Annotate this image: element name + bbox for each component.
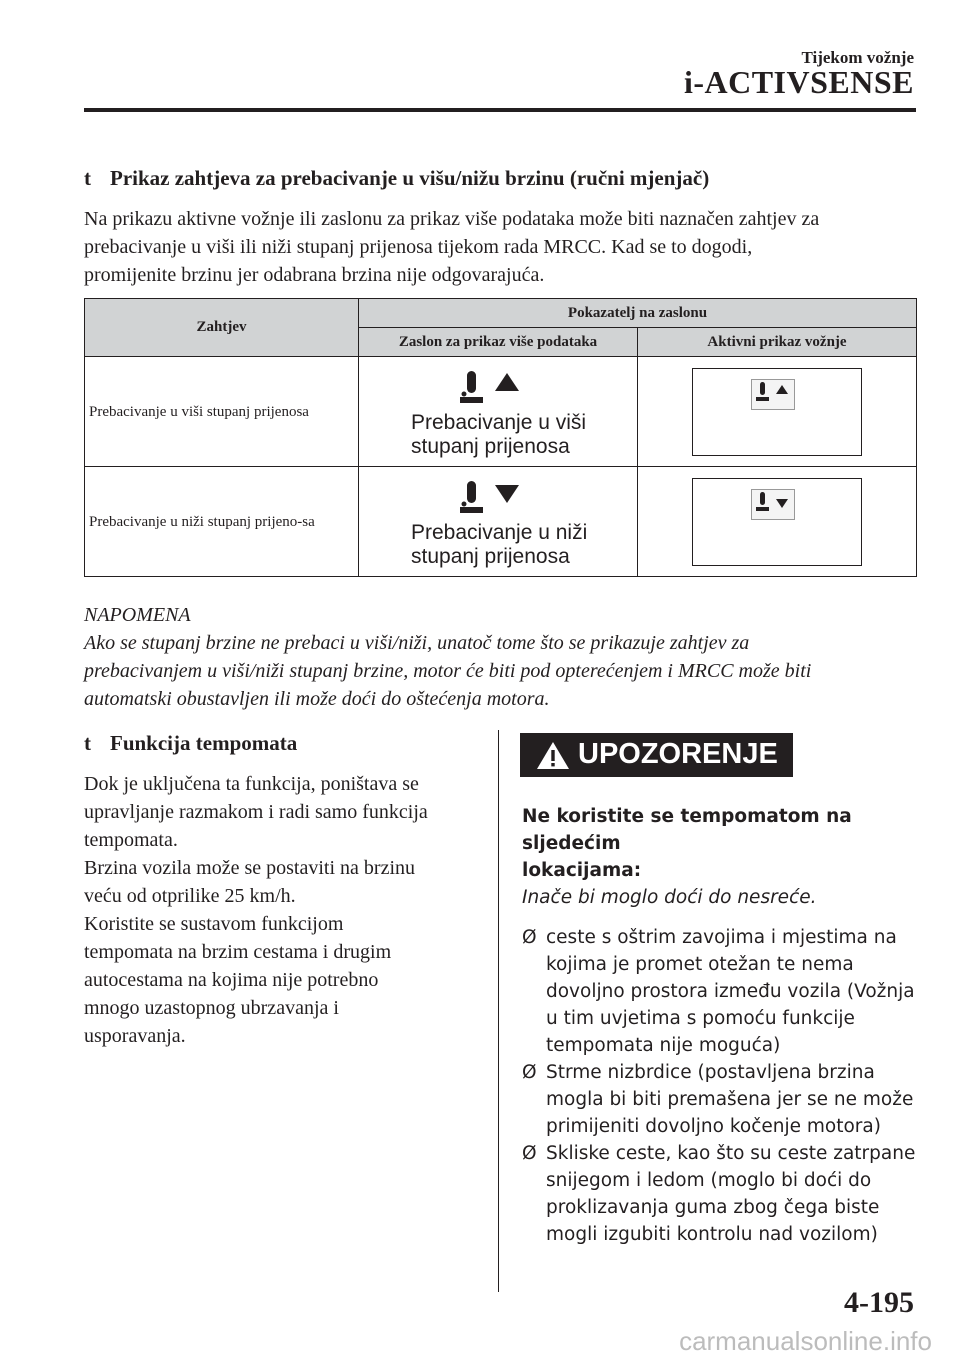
body-line: usporavanja.	[84, 1025, 186, 1047]
header-indicator: Pokazatelj na zaslonu	[359, 299, 917, 328]
warning-bullet	[522, 1140, 922, 1248]
body-line: prebacivanje u viši ili niži stupanj prijenosa tijekom rada MRCC. Kad se to dogodi,	[84, 236, 753, 258]
multi-display-cell	[359, 357, 638, 467]
request-cell: Prebacivanje u viši stupanj prijenosa	[85, 357, 359, 467]
shift-down-mini-icons	[751, 489, 795, 520]
warning-bullet	[522, 924, 922, 1059]
bullet-arrow-icon: Ø	[522, 927, 537, 948]
table-header-row	[85, 299, 917, 328]
body-line: promijenite brzinu jer odabrana brzina nije odgovarajuća.	[84, 264, 545, 286]
bullet-line: u tim uvjetima s pomoću funkcije	[546, 1008, 855, 1029]
bullet-line: mogla bi biti premašena jer se ne može	[546, 1089, 914, 1110]
bullet-line: tempomata nije moguća)	[546, 1035, 781, 1056]
table-row	[85, 357, 917, 467]
bullet-arrow-icon: Ø	[522, 1143, 537, 1164]
body-line: upravljanje razmakom i radi samo funkcija	[84, 801, 428, 823]
column-divider	[498, 730, 499, 1292]
shift-up-icons	[457, 369, 521, 411]
active-display-cell	[638, 467, 917, 577]
bullet-line: Strme nizbrdice (postavljena brzina	[546, 1062, 875, 1083]
bullet-line: primijeniti dovoljno kočenje motora)	[546, 1116, 881, 1137]
shift-up-indicator	[359, 357, 637, 466]
display-line: stupanj prijenosa	[411, 545, 570, 568]
header-rule	[84, 108, 916, 112]
page-number: 4-195	[844, 1286, 914, 1319]
table-row	[85, 467, 917, 577]
body-line: autocestama na kojima nije potrebno	[84, 969, 379, 991]
header-active-display: Aktivni prikaz vožnje	[638, 328, 917, 357]
body-line: veću od otprilike 25 km/h.	[84, 885, 296, 907]
body-line: Dok je uključena ta funkcija, poništava se	[84, 773, 419, 795]
header-request: Zahtjev	[85, 299, 359, 357]
footer-watermark: carmanualsonline.info	[679, 1326, 932, 1356]
running-header-section: Tijekom vožnje	[801, 48, 914, 67]
section-marker: t	[84, 731, 91, 755]
warning-banner	[520, 733, 793, 777]
gear-lever-icon	[460, 481, 483, 513]
arrow-down-icon	[495, 485, 519, 503]
bullet-line: snijegom i ledom (moglo bi doći do	[546, 1170, 872, 1191]
indicator-table	[84, 298, 917, 577]
section1-heading	[84, 166, 709, 191]
gear-lever-icon	[460, 371, 483, 403]
bullet-line: proklizavanja guma zbog čega biste	[546, 1197, 880, 1218]
gear-lever-icon	[756, 382, 769, 401]
section2-title: Funkcija tempomata	[110, 731, 298, 755]
note-line: Ako se stupanj brzine ne prebaci u viši/niži, unatoč tome što se prikazuje zahtjev za	[84, 632, 750, 654]
body-line: tempomata na brzim cestama i drugim	[84, 941, 392, 963]
warning-heading	[522, 803, 922, 884]
body-line: tempomata.	[84, 829, 178, 851]
warning-body	[522, 803, 922, 1248]
bullet-line: ceste s oštrim zavojima i mjestima na	[546, 927, 897, 948]
warning-label: UPOZORENJE	[578, 738, 778, 770]
warning-bullet	[522, 1059, 922, 1140]
bullet-line: kojima je promet otežan te nema	[546, 954, 854, 975]
section-marker: t	[84, 166, 91, 190]
section1-body	[84, 205, 924, 289]
shift-down-icons	[457, 479, 521, 521]
warning-icon	[536, 741, 570, 778]
body-line: Na prikazu aktivne vožnje ili zaslonu za prikaz više podataka može biti naznačen zahtjev za	[84, 208, 820, 230]
warning-subheading: Inače bi moglo doći do nesreće.	[522, 887, 817, 908]
request-cell: Prebacivanje u niži stupanj prijeno-sa	[85, 467, 359, 577]
note-title: NAPOMENA	[84, 604, 191, 626]
bullet-line: dovoljno prostora između vozila (Vožnja	[546, 981, 915, 1002]
bullet-arrow-icon: Ø	[522, 1062, 537, 1083]
bullet-line: mogli izgubiti kontrolu nad vozilom)	[546, 1224, 878, 1245]
gear-lever-icon	[756, 492, 769, 511]
header-multi-display: Zaslon za prikaz više podataka	[359, 328, 638, 357]
body-line: Brzina vozila može se postaviti na brzinu	[84, 857, 416, 879]
display-line: Prebacivanje u niži	[411, 521, 588, 544]
warning-heading-line: Ne koristite se tempomatom na sljedećim	[522, 806, 852, 854]
active-display-frame	[692, 478, 862, 566]
shift-down-indicator	[359, 467, 637, 576]
warning-heading-line: lokacijama:	[522, 860, 642, 881]
shift-up-mini-icons	[751, 379, 795, 410]
note-line: automatski obustavljen ili može doći do oštećenja motora.	[84, 688, 550, 710]
display-line: stupanj prijenosa	[411, 435, 570, 458]
display-line: Prebacivanje u viši	[411, 411, 587, 434]
section2-heading	[84, 731, 297, 756]
active-display-frame	[692, 368, 862, 456]
running-header-title: i-ACTIVSENSE	[683, 64, 914, 100]
shift-up-text	[411, 411, 586, 459]
shift-down-text	[411, 521, 587, 569]
section1-title: Prikaz zahtjeva za prebacivanje u višu/nižu brzinu (ručni mjenjač)	[110, 166, 710, 190]
body-line: Koristite se sustavom funkcijom	[84, 913, 344, 935]
arrow-up-icon	[776, 385, 788, 394]
bullet-line: Skliske ceste, kao što su ceste zatrpane	[546, 1143, 916, 1164]
note-line: prebacivanjem u viši/niži stupanj brzine, motor će biti pod opterećenjem i MRCC može biti	[84, 660, 812, 682]
note-block	[84, 601, 916, 713]
active-display-cell	[638, 357, 917, 467]
arrow-down-icon	[776, 499, 788, 508]
body-line: mnogo uzastopnog ubrzavanja i	[84, 997, 339, 1019]
multi-display-cell	[359, 467, 638, 577]
section2-body	[84, 770, 488, 1050]
arrow-up-icon	[495, 373, 519, 391]
